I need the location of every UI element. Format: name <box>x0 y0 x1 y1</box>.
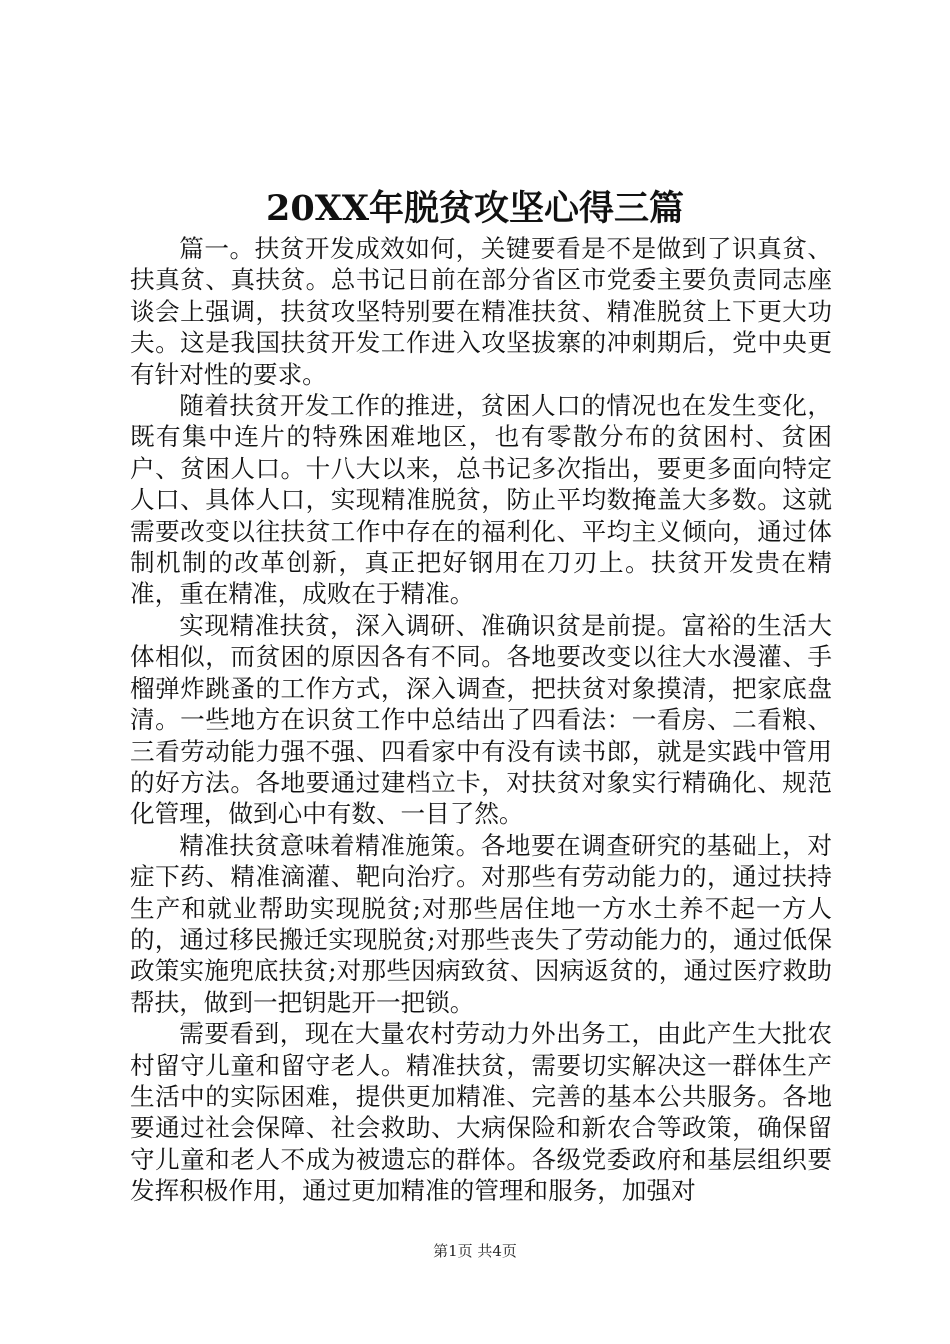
paragraph-5: 需要看到，现在大量农村劳动力外出务工，由此产生大批农村留守儿童和留守老人。精准扶贫，需要切实解决这一群体生产生活中的实际困难，提供更加精准、完善的基本公共服务。各地要通过社会保障、社会救助、大病保险和新农合等政策，确保留守儿童和老人不成为被遗忘的群体。各级党委政府和基层组织要发挥积极作用，通过更加精准的管理和服务，加强对 <box>130 1019 832 1206</box>
paragraph-4: 精准扶贫意味着精准施策。各地要在调查研究的基础上，对症下药、精准滴灌、靶向治疗。对那些有劳动能力的，通过扶持生产和就业帮助实现脱贫;对那些居住地一方水土养不起一方人的，通过移民搬迁实现脱贫;对那些丧失了劳动能力的，通过低保政策实施兜底扶贫;对那些因病致贫、因病返贫的，通过医疗救助帮扶，做到一把钥匙开一把锁。 <box>130 830 832 1017</box>
paragraph-1: 篇一。扶贫开发成效如何，关键要看是不是做到了识真贫、扶真贫、真扶贫。总书记日前在部分省区市党委主要负责同志座谈会上强调，扶贫攻坚特别要在精准扶贫、精准脱贫上下更大功夫。这是我国扶贫开发工作进入攻坚拔寨的冲刺期后，党中央更有针对性的要求。 <box>130 234 832 389</box>
document-title: 20XX年脱贫攻坚心得三篇 <box>265 188 685 229</box>
paragraph-2: 随着扶贫开发工作的推进，贫困人口的情况也在发生变化，既有集中连片的特殊困难地区，也有零散分布的贫困村、贫困户、贫困人口。十八大以来，总书记多次指出，要更多面向特定人口、具体人口，实现精准脱贫，防止平均数掩盖大多数。这就需要改变以往扶贫工作中存在的福利化、平均主义倾向，通过体制机制的改革创新，真正把好钢用在刀刃上。扶贫开发贵在精准，重在精准，成败在于精准。 <box>130 391 832 609</box>
paragraph-3: 实现精准扶贫，深入调研、准确识贫是前提。富裕的生活大体相似，而贫困的原因各有不同。各地要改变以往大水漫灌、手榴弹炸跳蚤的工作方式，深入调查，把扶贫对象摸清，把家底盘清。一些地方在识贫工作中总结出了四看法：一看房、二看粮、三看劳动能力强不强、四看家中有没有读书郎，就是实践中管用的好方法。各地要通过建档立卡，对扶贫对象实行精确化、规范化管理，做到心中有数、一目了然。 <box>130 610 832 829</box>
page-number-footer: 第1页 共4页 <box>433 1242 517 1260</box>
document-body <box>130 233 832 1207</box>
